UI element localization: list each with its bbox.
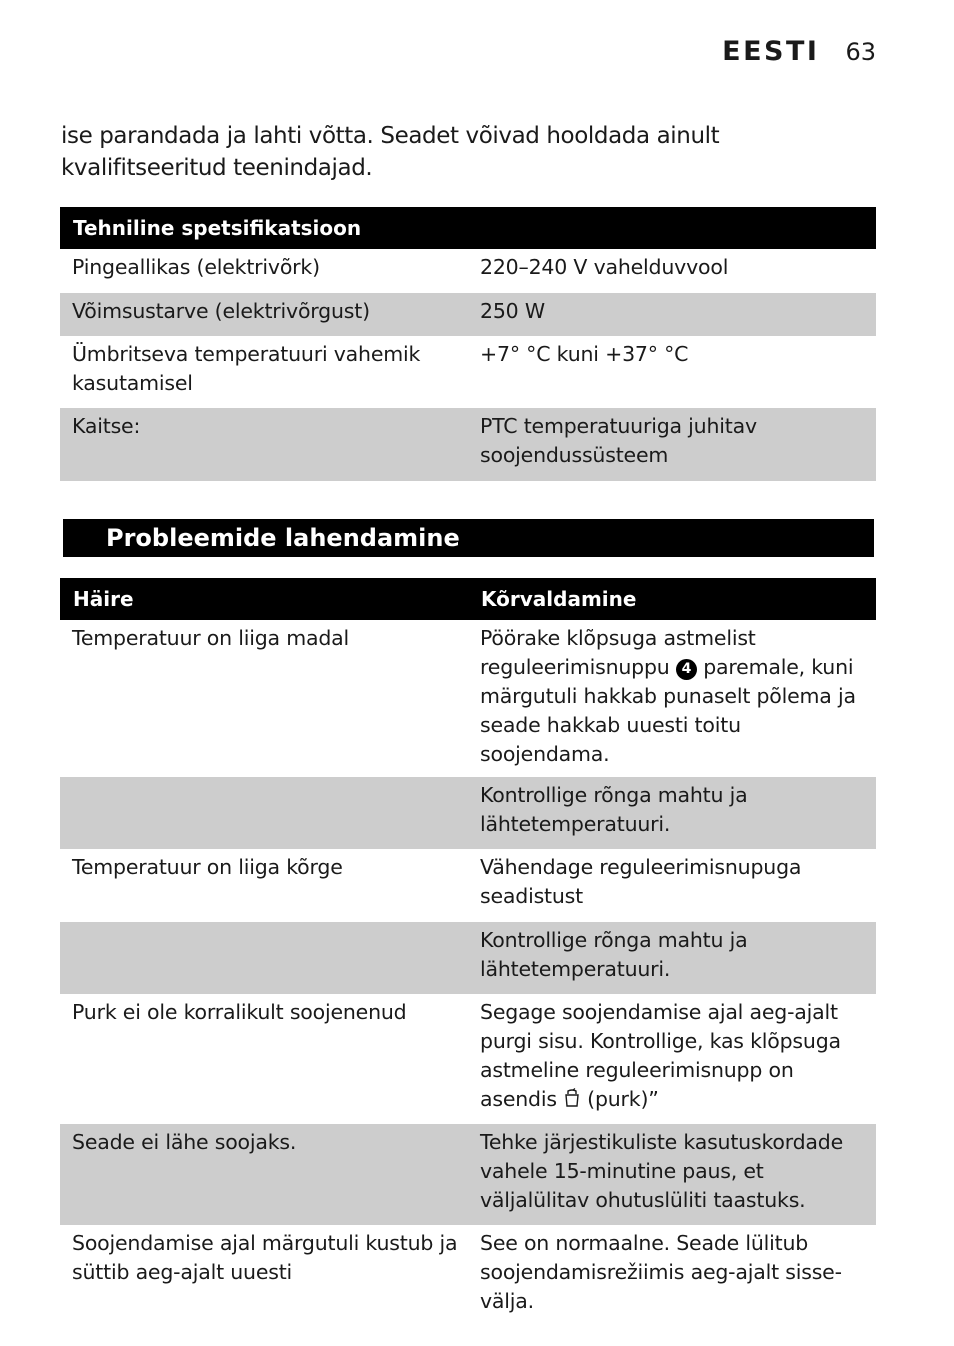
table-row xyxy=(60,249,876,293)
solution-cell: Kontrollige rõnga mahtu ja lähtetemperatuuri. xyxy=(468,922,876,994)
table-row xyxy=(60,408,876,481)
page-number: 63 xyxy=(845,38,876,66)
troubleshooting-header xyxy=(60,578,876,620)
spec-table xyxy=(60,207,876,481)
spec-label: Ümbritseva temperatuuri vahemik kasutamisel xyxy=(60,336,468,408)
table-row xyxy=(60,777,876,849)
table-row xyxy=(60,293,876,336)
spec-label: Pingeallikas (elektrivõrk) xyxy=(60,249,468,293)
solution-cell: Kontrollige rõnga mahtu ja lähtetemperatuuri. xyxy=(468,777,876,849)
solution-text: paremale, kuni märgutuli hakkab punaselt põlema ja seade hakkab uuesti toitu soojendama. xyxy=(480,655,856,766)
column-header-solution: Kõrvaldamine xyxy=(468,578,876,620)
problem-cell: Temperatuur on liiga madal xyxy=(60,620,468,777)
table-row xyxy=(60,994,876,1124)
page-header xyxy=(722,36,876,67)
solution-cell: Tehke järjestikuliste kasutuskordade vahele 15-minutine paus, et väljalülitav ohutuslüliti taastuks. xyxy=(468,1124,876,1225)
problem-cell xyxy=(60,777,468,849)
table-row xyxy=(60,1225,876,1325)
solution-text: Pöörake klõpsuga astmelist reguleerimisnuppu xyxy=(480,626,756,679)
problem-cell: Purk ei ole korralikult soojenenud xyxy=(60,994,468,1124)
spec-value: 220–240 V vahelduvvool xyxy=(468,249,876,293)
problem-cell: Soojendamise ajal märgutuli kustub ja süttib aeg-ajalt uuesti xyxy=(60,1225,468,1325)
spec-value: +7° °C kuni +37° °C xyxy=(468,336,876,408)
table-row xyxy=(60,1124,876,1225)
spec-label: Kaitse: xyxy=(60,408,468,481)
solution-cell xyxy=(468,994,876,1124)
solution-text: (purk)” xyxy=(587,1087,659,1111)
problem-cell: Seade ei lähe soojaks. xyxy=(60,1124,468,1225)
spec-table-header xyxy=(60,207,876,249)
marker-4-icon: 4 xyxy=(676,659,697,680)
solution-cell: See on normaalne. Seade lülitub soojendamisrežiimis aeg-ajalt sisse-välja. xyxy=(468,1225,876,1325)
table-row xyxy=(60,849,876,922)
table-row xyxy=(60,336,876,408)
table-row xyxy=(60,922,876,994)
solution-text: Segage soojendamise ajal aeg-ajalt purgi sisu. Kontrollige, kas klõpsuga astmeline reguleerimisnupp on asendis xyxy=(480,1000,841,1111)
spec-value: 250 W xyxy=(468,293,876,336)
table-row xyxy=(60,620,876,777)
troubleshooting-table xyxy=(60,578,876,1325)
solution-cell: Vähendage reguleerimisnupuga seadistust xyxy=(468,849,876,922)
spec-label: Võimsustarve (elektrivõrgust) xyxy=(60,293,468,336)
spec-table-title: Tehniline spetsifikatsioon xyxy=(60,207,876,249)
solution-cell xyxy=(468,620,876,777)
spec-value: PTC temperatuuriga juhitav soojendussüsteem xyxy=(468,408,876,481)
column-header-problem: Häire xyxy=(60,578,468,620)
intro-paragraph: ise parandada ja lahti võtta. Seadet võivad hooldada ainult kvalifitseeritud teenindajad. xyxy=(61,123,720,181)
jar-icon xyxy=(563,1087,581,1107)
problem-cell: Temperatuur on liiga kõrge xyxy=(60,849,468,922)
section-title: Probleemide lahendamine xyxy=(63,519,874,557)
problem-cell xyxy=(60,922,468,994)
language-label: EESTI xyxy=(722,36,820,67)
